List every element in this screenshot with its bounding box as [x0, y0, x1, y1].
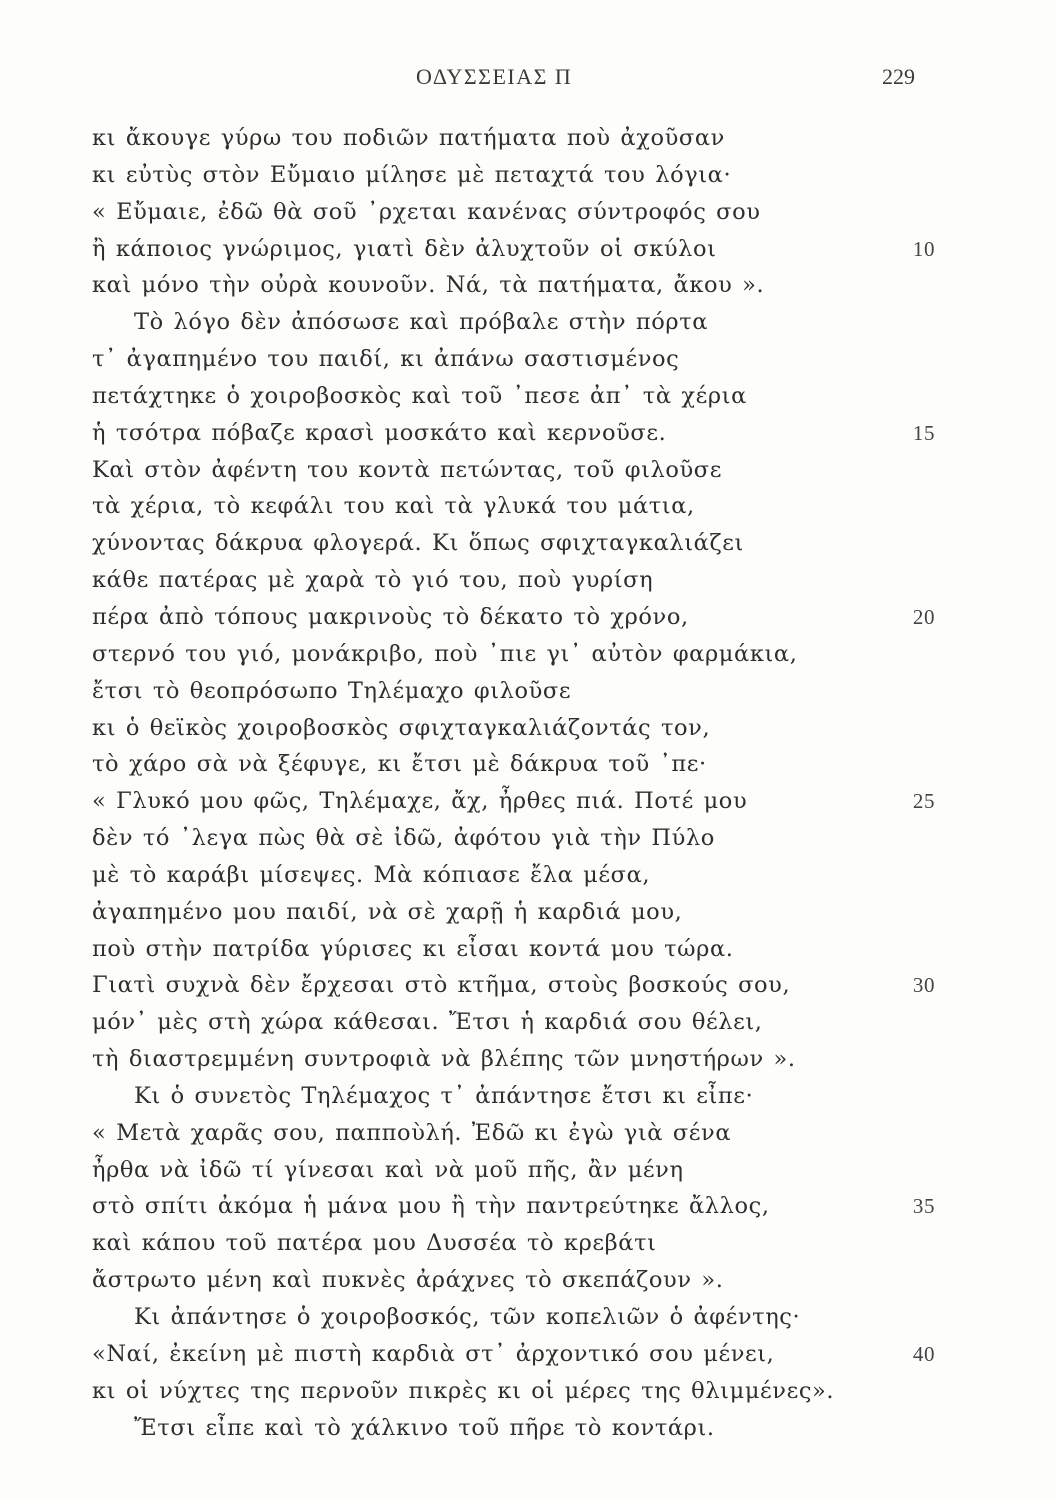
verse-text: ἢ κάποιος γνώριμος, γιατὶ δὲν ἀλυχτοῦν οἱ σκύλοι	[92, 235, 717, 262]
verse-text: Καὶ στὸν ἀφέντη του κοντὰ πετώντας, τοῦ φιλοῦσε	[92, 456, 722, 483]
verse-line	[0, 1078, 1057, 1115]
verse-text: καὶ μόνο τὴν οὐρὰ κουνοῦν. Νά, τὰ πατήματα, ἄκου ».	[92, 272, 765, 299]
verse-line	[0, 710, 1057, 747]
verse-line	[0, 1115, 1057, 1152]
verse-line	[0, 231, 1057, 268]
verse-text: ἦρθα νὰ ἰδῶ τί γίνεσαι καὶ νὰ μοῦ πῆς, ἂν μένη	[92, 1156, 684, 1183]
verse-line	[0, 452, 1057, 489]
verse-line	[0, 1373, 1057, 1410]
line-number: 15	[912, 420, 936, 445]
line-number: 25	[912, 789, 936, 814]
verse-line	[0, 746, 1057, 783]
running-head	[0, 64, 1057, 98]
verse-line	[0, 1041, 1057, 1078]
verse-text: κι ὁ θεϊκὸς χοιροβοσκὸς σφιχταγκαλιάζοντάς τον,	[92, 714, 711, 741]
verse-line	[0, 267, 1057, 304]
verse-line	[0, 1152, 1057, 1189]
verse-text: κι εὐτὺς στὸν Εὔμαιο μίλησε μὲ πεταχτά του λόγια·	[92, 161, 732, 188]
verse-text: Κι ὁ συνετὸς Τηλέμαχος τ᾿ ἀπάντησε ἔτσι κι εἶπε·	[134, 1082, 754, 1109]
verse-line	[0, 562, 1057, 599]
verse-text: δὲν τό ᾿λεγα πὼς θὰ σὲ ἰδῶ, ἀφότου γιὰ τὴν Πύλο	[92, 825, 715, 852]
verse-line	[0, 783, 1057, 820]
verse-line	[0, 820, 1057, 857]
line-number: 35	[912, 1194, 936, 1219]
verse-line	[0, 967, 1057, 1004]
verse-line	[0, 194, 1057, 231]
verse-line	[0, 341, 1057, 378]
verse-line	[0, 157, 1057, 194]
verse-line	[0, 599, 1057, 636]
verse-text: « Μετὰ χαρᾶς σου, παπποὺλή. Ἐδῶ κι ἐγὼ γιὰ σένα	[92, 1119, 732, 1146]
verse-text: κι ἄκουγε γύρω του ποδιῶν πατήματα ποὺ ἀχοῦσαν	[92, 125, 725, 151]
verse-line	[0, 304, 1057, 341]
verse-line	[0, 1410, 1057, 1447]
verse-text: τ᾿ ἀγαπημένο του παιδί, κι ἀπάνω σαστισμένος	[92, 346, 680, 373]
verse-line	[0, 894, 1057, 931]
verse-text: πέρα ἀπὸ τόπους μακρινοὺς τὸ δέκατο τὸ χρόνο,	[92, 603, 689, 630]
verse-text: Ἔτσι εἶπε καὶ τὸ χάλκινο τοῦ πῆρε τὸ κοντάρι.	[134, 1414, 715, 1441]
verse-text: κάθε πατέρας μὲ χαρὰ τὸ γιό του, ποὺ γυρίση	[92, 567, 654, 594]
page-number: 229	[882, 64, 915, 89]
verse-line	[0, 120, 1057, 157]
verse-line	[0, 525, 1057, 562]
verse-text: Κι ἀπάντησε ὁ χοιροβοσκός, τῶν κοπελιῶν ὁ ἀφέντης·	[134, 1304, 801, 1330]
line-number: 40	[912, 1341, 936, 1366]
line-number: 20	[912, 604, 936, 629]
verse-text: στερνό του γιό, μονάκριβο, ποὺ ᾿πιε γι᾿ αὐτὸν φαρμάκια,	[92, 640, 798, 667]
line-number: 10	[912, 236, 936, 261]
verse-text: ποὺ στὴν πατρίδα γύρισες κι εἶσαι κοντά μου τώρα.	[92, 935, 734, 962]
verse-text: τὴ διαστρεμμένη συντροφιὰ νὰ βλέπης τῶν μνηστήρων ».	[92, 1046, 796, 1073]
verse-text: ἔτσι τὸ θεοπρόσωπο Τηλέμαχο φιλοῦσε	[92, 677, 572, 704]
verse-line	[0, 488, 1057, 525]
verse-line	[0, 415, 1057, 452]
verse-text: ἡ τσότρα πόβαζε κρασὶ μοσκάτο καὶ κερνοῦσε.	[92, 419, 667, 446]
verse-line	[0, 1299, 1057, 1336]
header-title: ΟΔΥΣΣΕΙΑΣ Π	[416, 64, 573, 89]
verse-line	[0, 378, 1057, 415]
verse-text: Γιατὶ συχνὰ δὲν ἔρχεσαι στὸ κτῆμα, στοὺς βοσκούς σου,	[92, 972, 791, 999]
verse-text: τὸ χάρο σὰ νὰ ξέφυγε, κι ἔτσι μὲ δάκρυα τοῦ ᾿πε·	[92, 751, 707, 778]
verse-line	[0, 931, 1057, 968]
verse-line	[0, 636, 1057, 673]
verse-text: «Ναί, ἐκείνη μὲ πιστὴ καρδιὰ στ᾿ ἀρχοντικό σου μένει,	[92, 1340, 775, 1367]
verse-text: πετάχτηκε ὁ χοιροβοσκὸς καὶ τοῦ ᾿πεσε ἀπ᾿ τὰ χέρια	[92, 382, 747, 409]
verse-text: τὰ χέρια, τὸ κεφάλι του καὶ τὰ γλυκά του μάτια,	[92, 493, 695, 520]
verse-line	[0, 673, 1057, 710]
verse-line	[0, 1225, 1057, 1262]
verse-text: « Γλυκό μου φῶς, Τηλέμαχε, ἄχ, ἦρθες πιά. Ποτέ μου	[92, 788, 748, 815]
verse-text: στὸ σπίτι ἀκόμα ἡ μάνα μου ἢ τὴν παντρεύτηκε ἄλλος,	[92, 1193, 770, 1220]
verse-text: ἀγαπημένο μου παιδί, νὰ σὲ χαρῇ ἡ καρδιά μου,	[92, 898, 683, 925]
verse-text: μόν᾿ μὲς στὴ χώρα κάθεσαι. Ἔτσι ἡ καρδιά σου θέλει,	[92, 1009, 763, 1036]
verse-text: μὲ τὸ καράβι μίσεψες. Μὰ κόπιασε ἔλα μέσα,	[92, 861, 651, 888]
verse-text: Τὸ λόγο δὲν ἀπόσωσε καὶ πρόβαλε στὴν πόρτα	[134, 309, 709, 336]
verse-line	[0, 857, 1057, 894]
verse-text: ἄστρωτο μένη καὶ πυκνὲς ἀράχνες τὸ σκεπάζουν ».	[92, 1267, 724, 1294]
verse-text: χύνοντας δάκρυα φλογερά. Κι ὅπως σφιχταγκαλιάζει	[92, 530, 744, 557]
poem-text	[0, 120, 1057, 1446]
line-number: 30	[912, 973, 936, 998]
verse-text: « Εὔμαιε, ἐδῶ θὰ σοῦ ᾿ρχεται κανένας σύντροφός σου	[92, 198, 761, 225]
verse-text: καὶ κάπου τοῦ πατέρα μου Δυσσέα τὸ κρεβάτι	[92, 1230, 657, 1257]
verse-line	[0, 1336, 1057, 1373]
verse-line	[0, 1004, 1057, 1041]
verse-line	[0, 1188, 1057, 1225]
verse-line	[0, 1262, 1057, 1299]
verse-text: κι οἱ νύχτες της περνοῦν πικρὲς κι οἱ μέρες της θλιμμένες».	[92, 1377, 835, 1404]
